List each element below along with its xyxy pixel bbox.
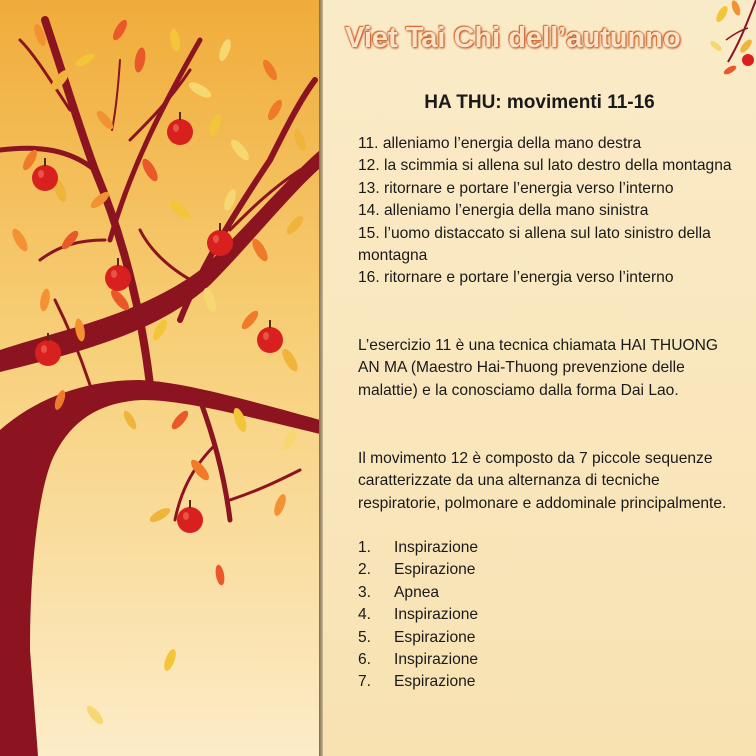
step-number: 3. — [358, 583, 372, 601]
corner-decoration — [686, 0, 756, 80]
step-number: 5. — [358, 628, 372, 646]
movement-item: 16. ritornare e portare l’energia verso l’interno — [358, 269, 674, 287]
step-number: 6. — [358, 651, 372, 669]
movement-item: 15. l’uomo distaccato si allena sul lato sinistro della montagna — [358, 224, 711, 265]
movement-item: 14. alleniamo l’energia della mano sinistra — [358, 202, 649, 220]
leaf-icon — [738, 38, 754, 55]
step-item — [358, 671, 736, 693]
step-number: 7. — [358, 673, 372, 691]
page-title: Viet Tai Chi dell’autunno — [345, 22, 681, 54]
leaf-icon — [714, 4, 730, 24]
step-number: 4. — [358, 606, 372, 624]
leaf-icon — [722, 64, 737, 76]
exercise-11-description: L’esercizio 11 è una tecnica chiamata HAI THUONG AN MA (Maestro Hai-Thuong prevenzione delle malattie) e la conosciamo dalla forma Dai Lao. — [358, 337, 718, 399]
step-number: 2. — [358, 561, 372, 579]
movement-item: 13. ritornare e portare l’energia verso l’interno — [358, 179, 674, 197]
step-number: 1. — [358, 539, 372, 556]
step-label: Apnea — [394, 583, 440, 601]
step-item — [358, 537, 736, 559]
step-label: Inspirazione — [394, 651, 479, 669]
step-label: Espirazione — [394, 628, 476, 646]
movement-item: 11. alleniamo l’energia della mano destra — [358, 135, 642, 152]
corner-branch — [726, 28, 748, 40]
step-label: Espirazione — [394, 673, 476, 691]
movement-12-description: Il movimento 12 è composto da 7 piccole sequenze caratterizzate da una alternanza di tecniche respiratorie, polmonare e addominale principalmente. — [358, 450, 727, 512]
step-label: Inspirazione — [394, 539, 479, 556]
step-label: Espirazione — [394, 561, 476, 579]
section-subtitle: HA THU: movimenti 11-16 — [424, 92, 655, 113]
apple-icon — [742, 54, 754, 66]
step-label: Inspirazione — [394, 606, 479, 624]
step-item — [358, 627, 736, 649]
leaf-icon — [709, 39, 724, 53]
autumn-tree-illustration — [0, 0, 320, 756]
step-item — [358, 559, 736, 581]
leaf-icon — [730, 0, 742, 17]
step-item — [358, 582, 736, 604]
movements-list — [358, 133, 736, 290]
movement-item: 12. la scimmia si allena sul lato destro della montagna — [358, 157, 732, 175]
step-item — [358, 649, 736, 671]
breathing-steps-list — [358, 537, 736, 694]
step-item — [358, 604, 736, 626]
